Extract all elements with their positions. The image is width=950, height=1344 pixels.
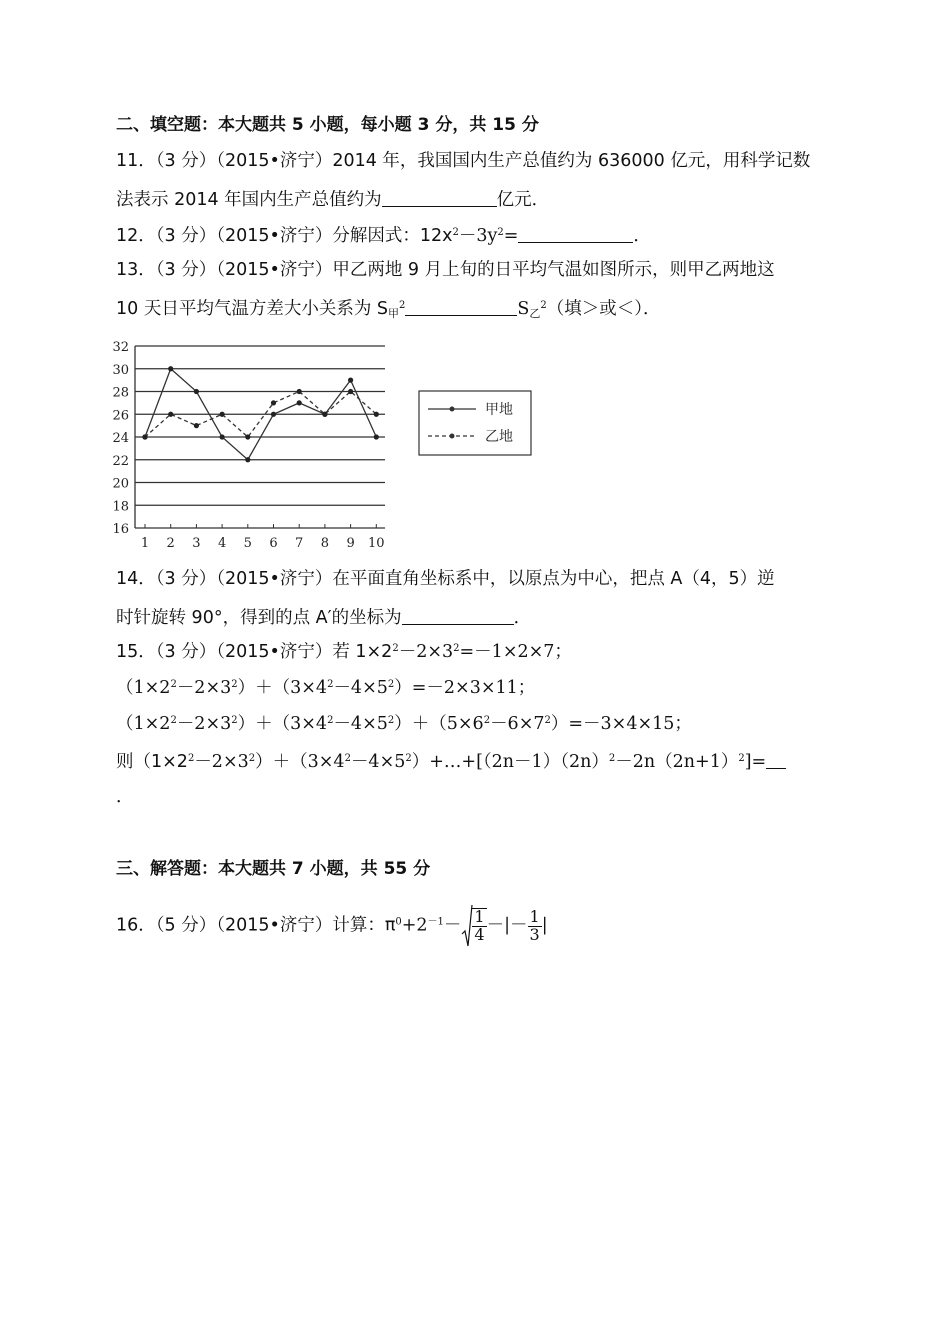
series-2-point: [194, 423, 199, 428]
legend-label-jia: 甲地: [485, 402, 513, 418]
q15-line5: ．: [116, 787, 134, 807]
series-1-point: [220, 434, 225, 439]
section3-title: 三、解答题：本大题共 7 小题，共 55 分: [116, 859, 431, 879]
q15-line2: $(1\times 2^2-2\times 3^2)+(3\times 4^2-4\times 5^2)=-2\times 3\times 11$；: [116, 678, 536, 698]
question-12: 12．（3 分）（2015•济宁）分解因式：$12x^2-3y^2=$ ．: [116, 226, 651, 246]
q13-line1: 13．（3 分）（2015•济宁）甲乙两地 9 月上旬的日平均气温如图所示，则甲乙两地这: [116, 260, 775, 280]
series-1-point: [194, 389, 199, 394]
q13-line2: 10 天日平均气温方差大小关系为 $S_甲^2$ $S_乙^2$（填＞或＜）．: [116, 299, 661, 320]
x-tick-label: 10: [368, 536, 385, 550]
y-tick-label: 32: [112, 340, 129, 355]
legend: [419, 391, 531, 455]
series-1-point: [245, 457, 250, 462]
y-tick-label: 22: [112, 453, 129, 469]
q15-line4: 则$(1\times 2^2-2\times 3^2)+(3\times 4^2-4\times 5^2)+\dots+[(2n-1)(2n)^2-2n(2n+1)^2]=$: [116, 752, 786, 772]
x-tick-label: 3: [192, 536, 201, 550]
x-tick-label: 6: [269, 536, 278, 550]
y-tick-label: 20: [112, 476, 129, 492]
series-1-point: [297, 400, 302, 405]
x-tick-label: 5: [243, 536, 252, 550]
x-tick-label: 2: [166, 536, 175, 550]
y-tick-label: 26: [112, 408, 129, 424]
y-tick-label: 30: [112, 362, 129, 378]
series-2-point: [348, 389, 353, 394]
series-1-point: [348, 378, 353, 383]
answer-blank[interactable]: [405, 299, 517, 316]
answer-blank[interactable]: [382, 190, 497, 207]
x-tick-label: 8: [320, 536, 330, 550]
series-2-point: [374, 412, 379, 417]
question-16: 16．（5 分）（2015•济宁）计算：$\pi^0+2^{-1}-$ $\frac{1}{4}$ －|－ $\frac{1}{3}$ |: [116, 904, 548, 948]
q15-line3: $(1\times 2^2-2\times 3^2)+(3\times 4^2-4\times 5^2)+(5\times 6^2-6\times 7^2)=-3\times 4\times 15$；: [116, 714, 692, 734]
series-2-point: [297, 389, 302, 394]
answer-blank[interactable]: [518, 226, 633, 243]
answer-blank[interactable]: [766, 752, 786, 769]
y-tick-label: 24: [112, 431, 129, 446]
series-2-point: [271, 400, 276, 405]
series-1-point: [271, 412, 276, 417]
y-tick-label: 16: [112, 522, 129, 537]
series-2-point: [322, 412, 327, 417]
q14-line2: 时针旋转 90°，得到的点 A′的坐标为 ．: [116, 608, 532, 628]
temperature-line-chart: [108, 335, 538, 550]
x-tick-label: 4: [217, 536, 227, 550]
q14-line1: 14．（3 分）（2015•济宁）在平面直角坐标系中，以原点为中心，把点 A（4，5）逆: [116, 569, 775, 589]
answer-blank[interactable]: [402, 608, 514, 625]
x-tick-label: 7: [295, 536, 304, 550]
series-2-point: [220, 412, 225, 417]
x-tick-label: 9: [346, 536, 355, 550]
fraction-one-quarter: $\frac{1}{4}$: [474, 907, 485, 944]
y-tick-label: 18: [112, 499, 129, 515]
legend-label-yi: 乙地: [485, 429, 513, 445]
series-2-point: [245, 434, 250, 439]
section2-title: 二、填空题：本大题共 5 小题，每小题 3 分，共 15 分: [116, 115, 539, 135]
y-tick-label: 28: [112, 385, 129, 401]
q11-line2: 法表示 2014 年国内生产总值约为 亿元．: [116, 190, 550, 210]
q15-line1: 15．（3 分）（2015•济宁）若 $1\times 2^2-2\times 3^2=-1\times 2\times 7$；: [116, 642, 572, 662]
series-2-point: [142, 434, 147, 439]
series-2-point: [168, 412, 173, 417]
q11-line1: 11．（3 分）（2015•济宁）2014 年，我国国内生产总值约为 636000 亿元，用科学记数: [116, 151, 811, 171]
series-1-point: [168, 366, 173, 371]
fraction-one-third: $\frac{1}{3}$: [529, 906, 540, 944]
series-1-point: [374, 434, 379, 439]
x-tick-label: 1: [140, 536, 150, 550]
